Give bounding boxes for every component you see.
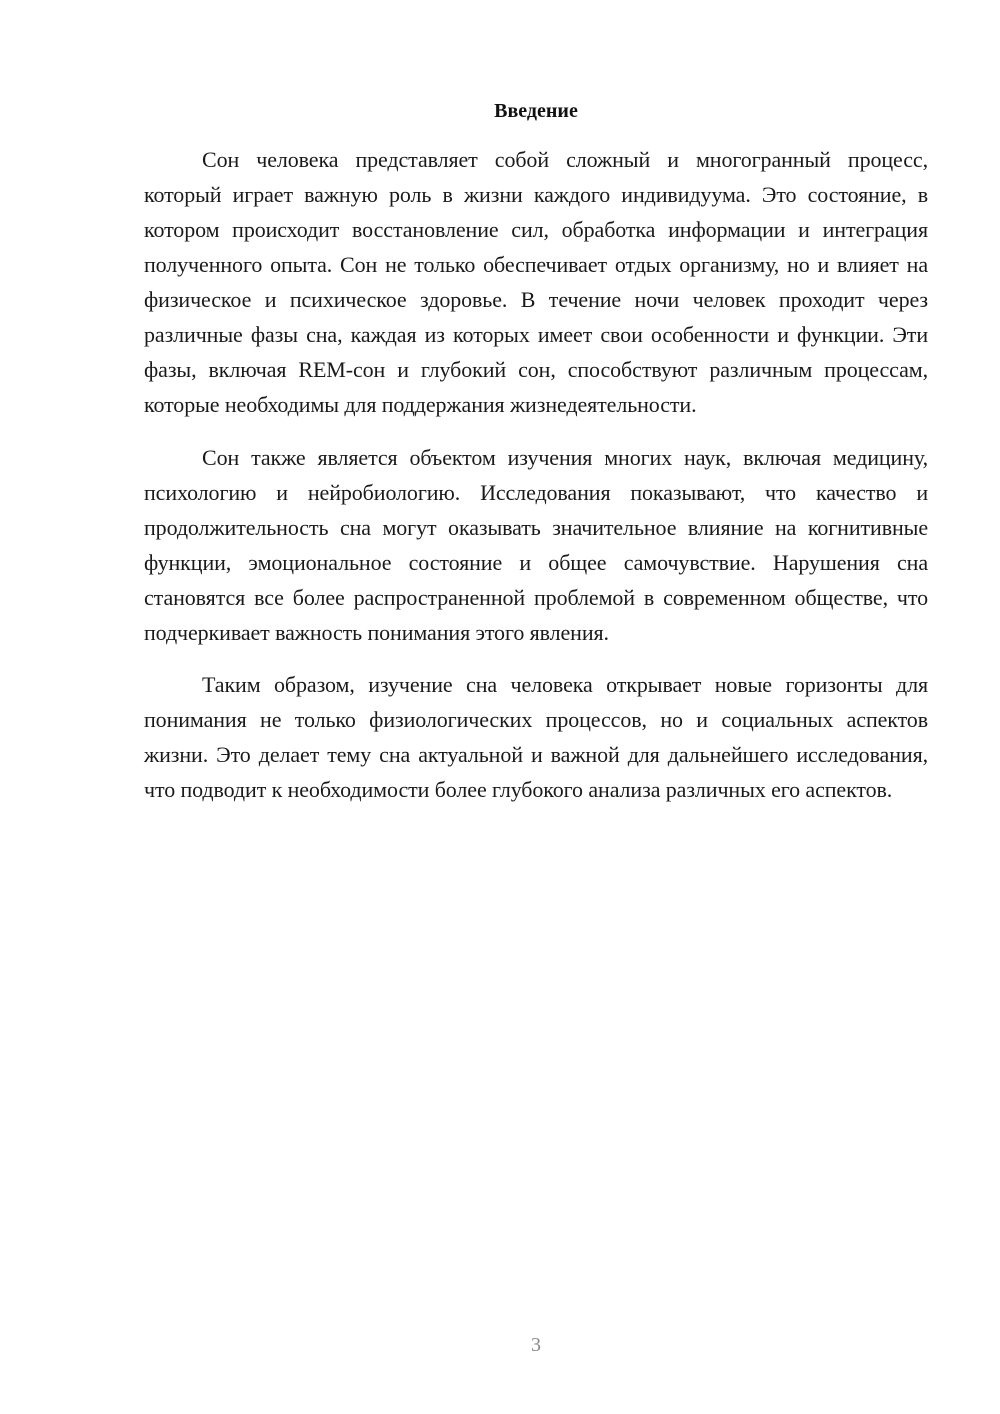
section-title: Введение xyxy=(494,100,578,122)
paragraph-1: Сон человека представляет собой сложный и многогранный процесс, который играет важную роль в жизни каждого индивидуума. Это состояние, в котором происходит восстановление сил, обработка информации и интеграция полученного опыта. Сон не только обеспечивает отдых организму, но и влияет на физическое и психическое здоровье. В течение ночи человек проходит через различные фазы сна, каждая из которых имеет свои особенности и функции. Эти фазы, включая REM-сон и глубокий сон, способствуют различным процессам, которые необходимы для поддержания жизнедеятельности. xyxy=(144,147,928,417)
paragraph-2: Сон также является объектом изучения многих наук, включая медицину, психологию и нейробиологию. Исследования показывают, что качество и продолжительность сна могут оказывать значительное влияние на когнитивные функции, эмоциональное состояние и общее самочувствие. Нарушения сна становятся все более распространенной проблемой в современном обществе, что подчеркивает важность понимания этого явления. xyxy=(144,444,928,645)
paragraph-3: Таким образом, изучение сна человека открывает новые горизонты для понимания не только физиологических процессов, но и социальных аспектов жизни. Это делает тему сна актуальной и важной для дальнейшего исследования, что подводит к необходимости более глубокого анализа различных его аспектов. xyxy=(144,672,928,802)
page-number: 3 xyxy=(531,1334,541,1356)
document-body xyxy=(144,142,928,825)
